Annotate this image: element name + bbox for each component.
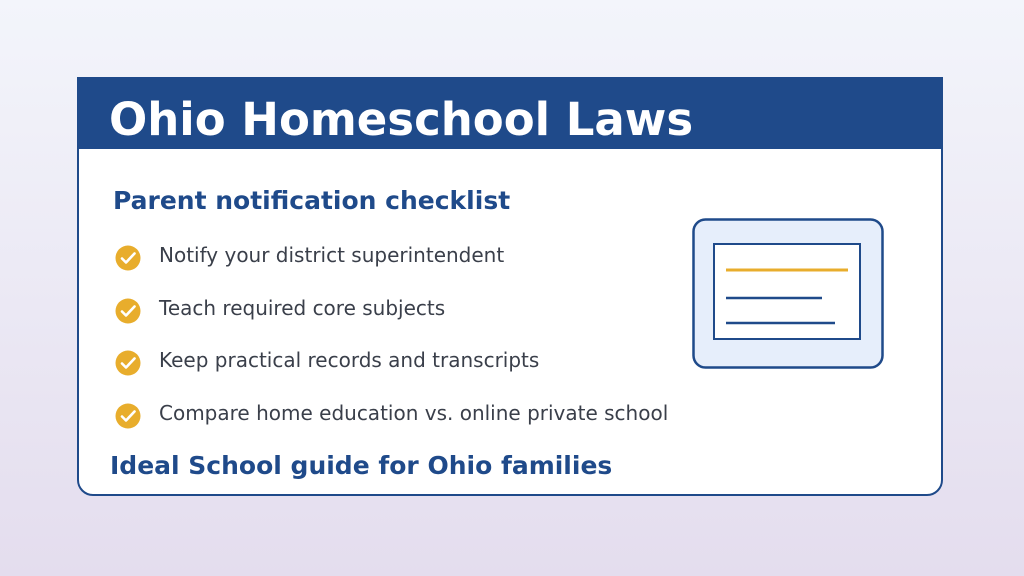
card-title: Ohio Homeschool Laws [109, 93, 694, 146]
checklist [115, 239, 668, 449]
footer-caption: Ideal School guide for Ohio families [110, 451, 613, 480]
checklist-item [115, 344, 668, 397]
checklist-item [115, 292, 668, 345]
card-header [79, 79, 941, 149]
checklist-heading: Parent notification checklist [113, 186, 511, 215]
checklist-item-text: Teach required core subjects [159, 295, 446, 320]
checkmark-badge-icon [115, 350, 141, 376]
info-card [77, 77, 943, 496]
document-icon [692, 218, 884, 369]
checklist-item-text: Compare home education vs. online private school [159, 400, 669, 425]
checklist-item-text: Notify your district superintendent [159, 243, 505, 267]
checkmark-badge-icon [115, 245, 141, 271]
checklist-item-text: Keep practical records and transcripts [159, 348, 540, 372]
checkmark-badge-icon [115, 403, 141, 429]
checklist-item [115, 397, 668, 450]
checkmark-badge-icon [115, 298, 141, 324]
checklist-item [115, 239, 668, 292]
